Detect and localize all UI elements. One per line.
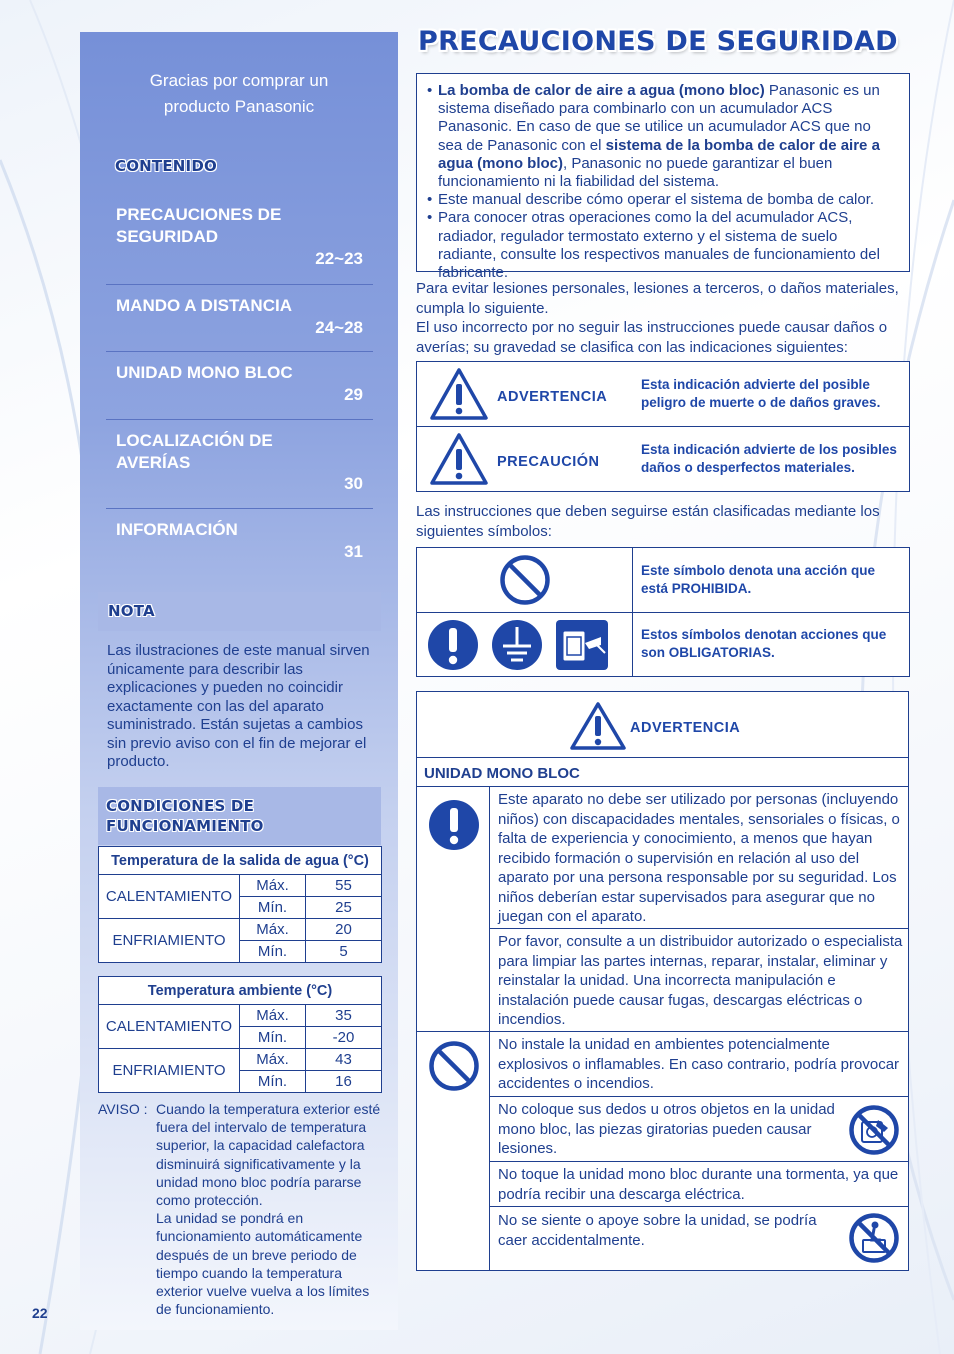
mandatory-exclamation-icon (428, 799, 480, 851)
intro-paragraph-2: El uso incorrecto por no seguir las instrucciones puede causar daños o averías; su gravedad se clasifica con las indicaciones siguientes: (416, 319, 888, 356)
water-temperature-table: Temperatura de la salida de agua (°C) CALENTAMIENTO Máx. 55 Mín. 25 ENFRIAMIENTO Máx. 20 Mín. 5 (98, 846, 382, 963)
symbol-prohibited-desc: Este símbolo denota una acción que está PROHIBIDA. (641, 563, 876, 596)
intro-paragraph-1: Para evitar lesiones personales, lesiones a terceros, o daños materiales, cumpla lo siguiente. (416, 280, 899, 317)
intro-box (416, 73, 910, 282)
severity-caution-row (416, 426, 910, 492)
prohibited-icon (428, 1040, 480, 1092)
prohibited-icon (499, 554, 551, 606)
note-text: Las ilustraciones de este manual sirven únicamente para describir las explicaciones y pueden no coincidir exactamente con las del aparato suministrado. Están sujetas a cambios sin previo aviso con el fin de mejorar el producto. (107, 642, 370, 770)
warning-item-1: Este aparato no debe ser utilizado por personas (incluyendo niños) con discapacidades mentales, sensoriales o físicas, o falta de experiencia y conocimiento, a menos que hayan recibido formación o supervisión en relación al uso del aparato por una persona responsable por su seguridad. Los niños deberían estar supervisados para asegurar que no juegan con el aparato. (498, 791, 900, 925)
toc-item-troubleshooting[interactable]: LOCALIZACIÓN DE AVERÍAS 30 (106, 420, 373, 509)
aviso-note (98, 1100, 383, 1318)
symbol-mandatory-desc: Estos símbolos denotan acciones que son OBLIGATORIAS. (641, 627, 887, 660)
sidebar (80, 32, 398, 1330)
note-heading-box (98, 592, 381, 631)
intro-bullet-2: • Este manual describe cómo operar el sistema de bomba de calor. (427, 191, 899, 209)
mandatory-exclamation-icon (427, 619, 479, 671)
page-number: 22 (32, 1305, 48, 1321)
conditions-heading: CONDICIONES DE FUNCIONAMIENTO (106, 797, 264, 835)
contents-heading: CONTENIDO (115, 157, 217, 175)
no-fingers-icon (848, 1104, 900, 1156)
unplug-icon (555, 619, 609, 671)
note-heading: NOTA (108, 602, 155, 620)
ground-connection-icon (491, 619, 543, 671)
warning-box-heading: ADVERTENCIA (630, 720, 741, 736)
severity-warning-row (416, 361, 910, 427)
symbol-prohibited-row (416, 547, 910, 613)
symbol-mandatory-row (416, 612, 910, 677)
warning-item-5: No toque la unidad mono bloc durante una tormenta, ya que podría recibir una descarga eléctrica. (498, 1166, 899, 1203)
severity-warning-label: ADVERTENCIA (497, 389, 608, 405)
warning-item-4: No coloque sus dedos u otros objetos en la unidad mono bloc, las piezas giratorias pueden causar lesiones. (498, 1101, 835, 1157)
severity-caution-label: PRECAUCIÓN (497, 454, 600, 470)
aviso-label: AVISO : (98, 1101, 148, 1117)
intro-bullet-3: • Para conocer otras operaciones como la del acumulador ACS, radiador, regulador termostato externo y el sistema de suelo radiante, consulte los respectivos manuales de funcionamiento del fabricante. (427, 209, 899, 282)
severity-caution-desc: Esta indicación advierte de los posibles daños o desperfectos materiales. (641, 442, 897, 475)
symbols-paragraph: Las instrucciones que deben seguirse están clasificadas mediante los siguientes símbolos: (416, 503, 880, 540)
warning-item-6: No se siente o apoye sobre la unidad, se podría caer accidentalmente. (498, 1212, 817, 1249)
conditions-heading-box (98, 787, 381, 845)
warning-box (416, 691, 909, 1271)
toc-item-safety[interactable]: PRECAUCIONES DE SEGURIDAD 22~23 (106, 204, 373, 285)
warning-box-section: UNIDAD MONO BLOC (424, 765, 580, 782)
caution-triangle-icon (429, 432, 489, 486)
no-sitting-icon (848, 1212, 900, 1264)
toc-item-remote[interactable]: MANDO A DISTANCIA 24~28 (106, 285, 373, 352)
thanks-message: Gracias por comprar un producto Panasonic (149, 71, 329, 116)
warning-triangle-icon (429, 367, 489, 421)
toc-item-information[interactable]: INFORMACIÓN 31 (116, 520, 363, 561)
ambient-temperature-table: Temperatura ambiente (°C) CALENTAMIENTO Máx. 35 Mín. -20 ENFRIAMIENTO Máx. 43 Mín. 16 (98, 976, 382, 1093)
warning-item-3: No instale la unidad en ambientes potencialmente explosivos o inflamables. En caso contrario, podría provocar accidentes o incendios. (498, 1036, 900, 1092)
severity-warning-desc: Esta indicación advierte del posible peligro de muerte o de daños graves. (641, 377, 881, 410)
aviso-text: Cuando la temperatura exterior esté fuera del intervalo de temperatura superior, la capacidad calefactora disminuirá significativamente y la unidad mono bloc podría pararse como protección. La unidad se pondrá en funcionamiento automáticamente después de un breve periodo de tiempo cuando la temperatura exterior vuelve vuelva a los límites de funcionamiento. (156, 1101, 381, 1318)
warning-triangle-icon (568, 701, 628, 751)
toc-item-monobloc[interactable]: UNIDAD MONO BLOC 29 (106, 352, 373, 420)
intro-bullet-1: • La bomba de calor de aire a agua (mono bloc) Panasonic es un sistema diseñado para combinarlo con un acumulador ACS Panasonic. En caso de que se utilice un acumulador ACS que no sea de Panasonic con el sistema de la bomba de calor de aire a agua (mono bloc), Panasonic no puede garantizar el buen funcionamiento ni la fiabilidad del sistema. (427, 82, 899, 191)
warning-item-2: Por favor, consulte a un distribuidor autorizado o especialista para limpiar las partes internas, reparar, instalar, eliminar y reinstalar la unidad. Una incorrecta manipulación e instalación puede causar fugas, descargas eléctricas o incendios. (498, 933, 903, 1028)
page-title: PRECAUCIONES DE SEGURIDAD (418, 26, 898, 57)
